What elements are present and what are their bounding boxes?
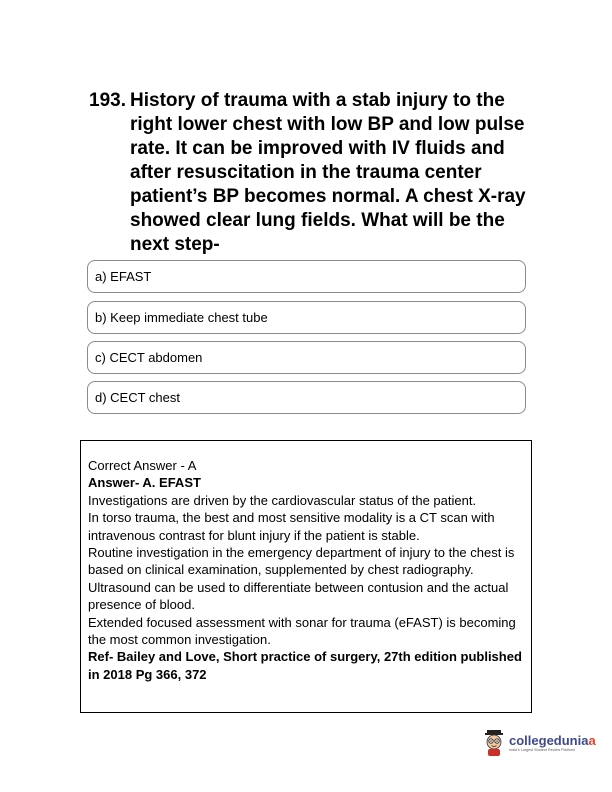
- option-a[interactable]: a) EFAST: [87, 260, 526, 293]
- option-d[interactable]: d) CECT chest: [87, 381, 526, 414]
- option-b[interactable]: b) Keep immediate chest tube: [87, 301, 526, 334]
- answer-box: [80, 440, 532, 713]
- option-c[interactable]: c) CECT abdomen: [87, 341, 526, 374]
- collegedunia-logo: [482, 728, 596, 758]
- explanation-paragraph: Investigations are driven by the cardiovascular status of the patient.: [88, 492, 477, 508]
- explanation-paragraph: Routine investigation in the emergency department of injury to the chest is based on clinical examination, supplemented by chest radiography.: [88, 545, 515, 578]
- explanation-paragraph: Extended focused assessment with sonar for trauma (eFAST) is becoming the most common investigation.: [88, 614, 516, 648]
- logo-tagline: India's Largest Student Review Platform: [509, 747, 576, 752]
- explanation-paragraph: Ultrasound can be used to differentiate between contusion and the actual presence of blood.: [88, 579, 509, 613]
- question: [89, 89, 539, 257]
- correct-answer: Correct Answer - A: [88, 458, 197, 473]
- explanation-paragraph: In torso trauma, the best and most sensitive modality is a CT scan with intravenous contrast for blunt injury if the patient is stable.: [88, 510, 495, 543]
- logo-name: collegeduniaa: [509, 732, 596, 748]
- answer-heading: Answer- A. EFAST: [88, 475, 201, 491]
- question-number: 193.: [89, 90, 126, 111]
- reference: Ref- Bailey and Love, Short practice of surgery, 27th edition published in 2018 Pg 366, 372: [88, 649, 522, 682]
- question-text: History of trauma with a stab injury to the right lower chest with low BP and low pulse rate. It can be improved with IV fluids and after resuscitation in the trauma center patient’s BP becomes normal. A chest X-ray showed clear lung fields. What will be the next step-: [130, 90, 526, 255]
- mascot-icon: [482, 729, 506, 757]
